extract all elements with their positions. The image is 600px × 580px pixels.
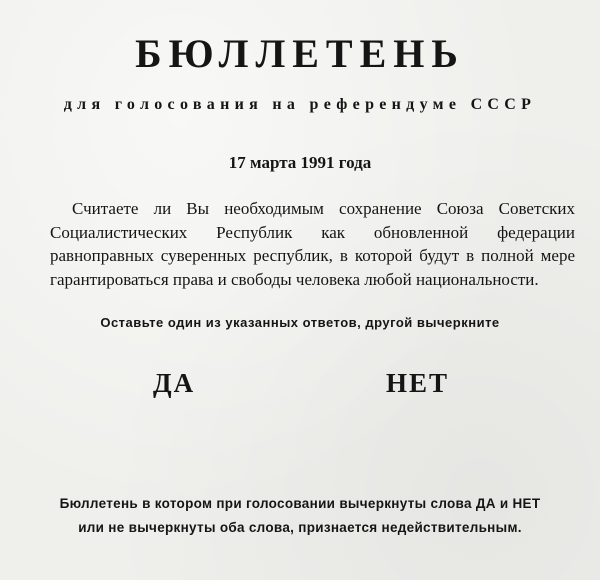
answer-yes[interactable]: ДА bbox=[153, 368, 196, 398]
invalid-ballot-note-line-1: Бюллетень в котором при голосовании вычеркнуты слова ДА и НЕТ bbox=[59, 496, 541, 511]
referendum-question: Считаете ли Вы необходимым сохранение Союза Советских Социалистических Республик как обновленной федерации равноправных суверенных республик, в которой будут в полной мере гарантироваться права и свободы человека любой национальности. bbox=[50, 199, 575, 289]
voting-instruction: Оставьте один из указанных ответов, другой вычеркните bbox=[100, 315, 500, 330]
referendum-date: 17 марта 1991 года bbox=[228, 153, 372, 172]
invalid-ballot-note bbox=[30, 492, 570, 540]
ballot-subtitle: для голосования на референдуме СССР bbox=[63, 96, 537, 113]
invalid-ballot-note-line-2: или не вычеркнуты оба слова, признается недействительным. bbox=[78, 520, 522, 535]
ballot-title: БЮЛЛЕТЕНЬ bbox=[135, 31, 465, 76]
answer-no[interactable]: НЕТ bbox=[386, 368, 450, 398]
